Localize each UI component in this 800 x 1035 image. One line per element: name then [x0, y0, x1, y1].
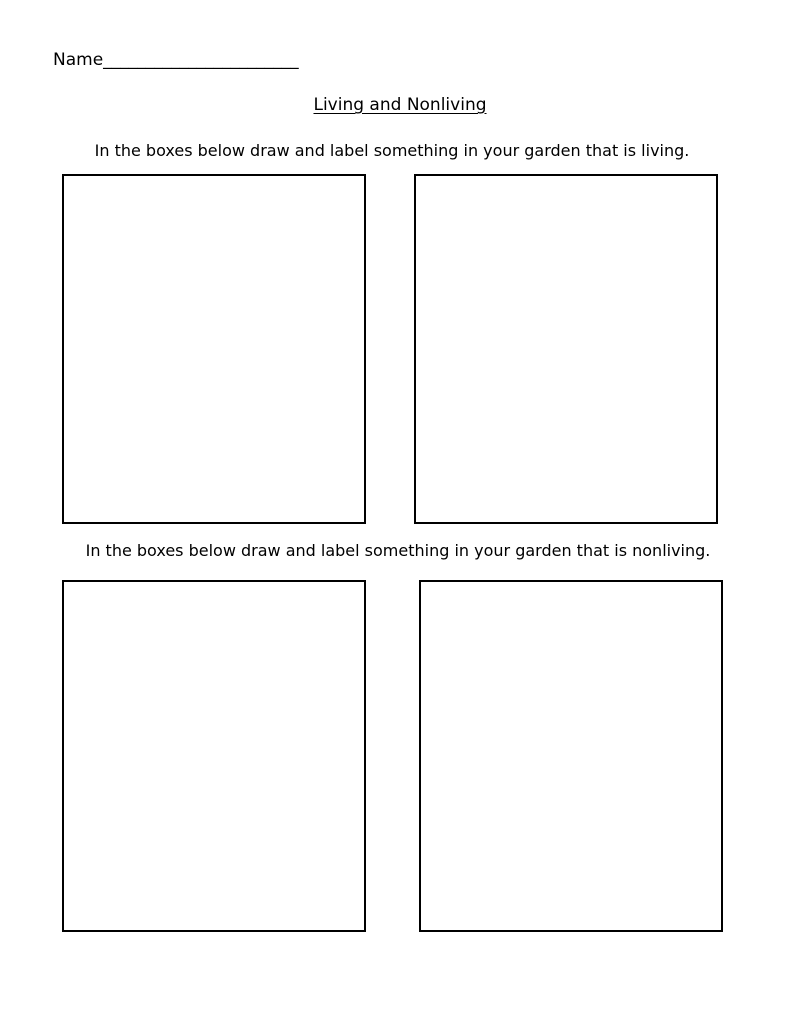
worksheet-title: Living and Nonliving: [313, 95, 487, 115]
living-instruction: In the boxes below draw and label something in your garden that is living.: [94, 141, 690, 160]
nonliving-instruction: In the boxes below draw and label something in your garden that is nonliving.: [85, 541, 711, 560]
name-field[interactable]: Name_______________________: [53, 50, 299, 70]
living-drawing-box-1[interactable]: [62, 174, 366, 524]
nonliving-drawing-box-2[interactable]: [419, 580, 723, 932]
living-drawing-box-2[interactable]: [414, 174, 718, 524]
nonliving-drawing-box-1[interactable]: [62, 580, 366, 932]
